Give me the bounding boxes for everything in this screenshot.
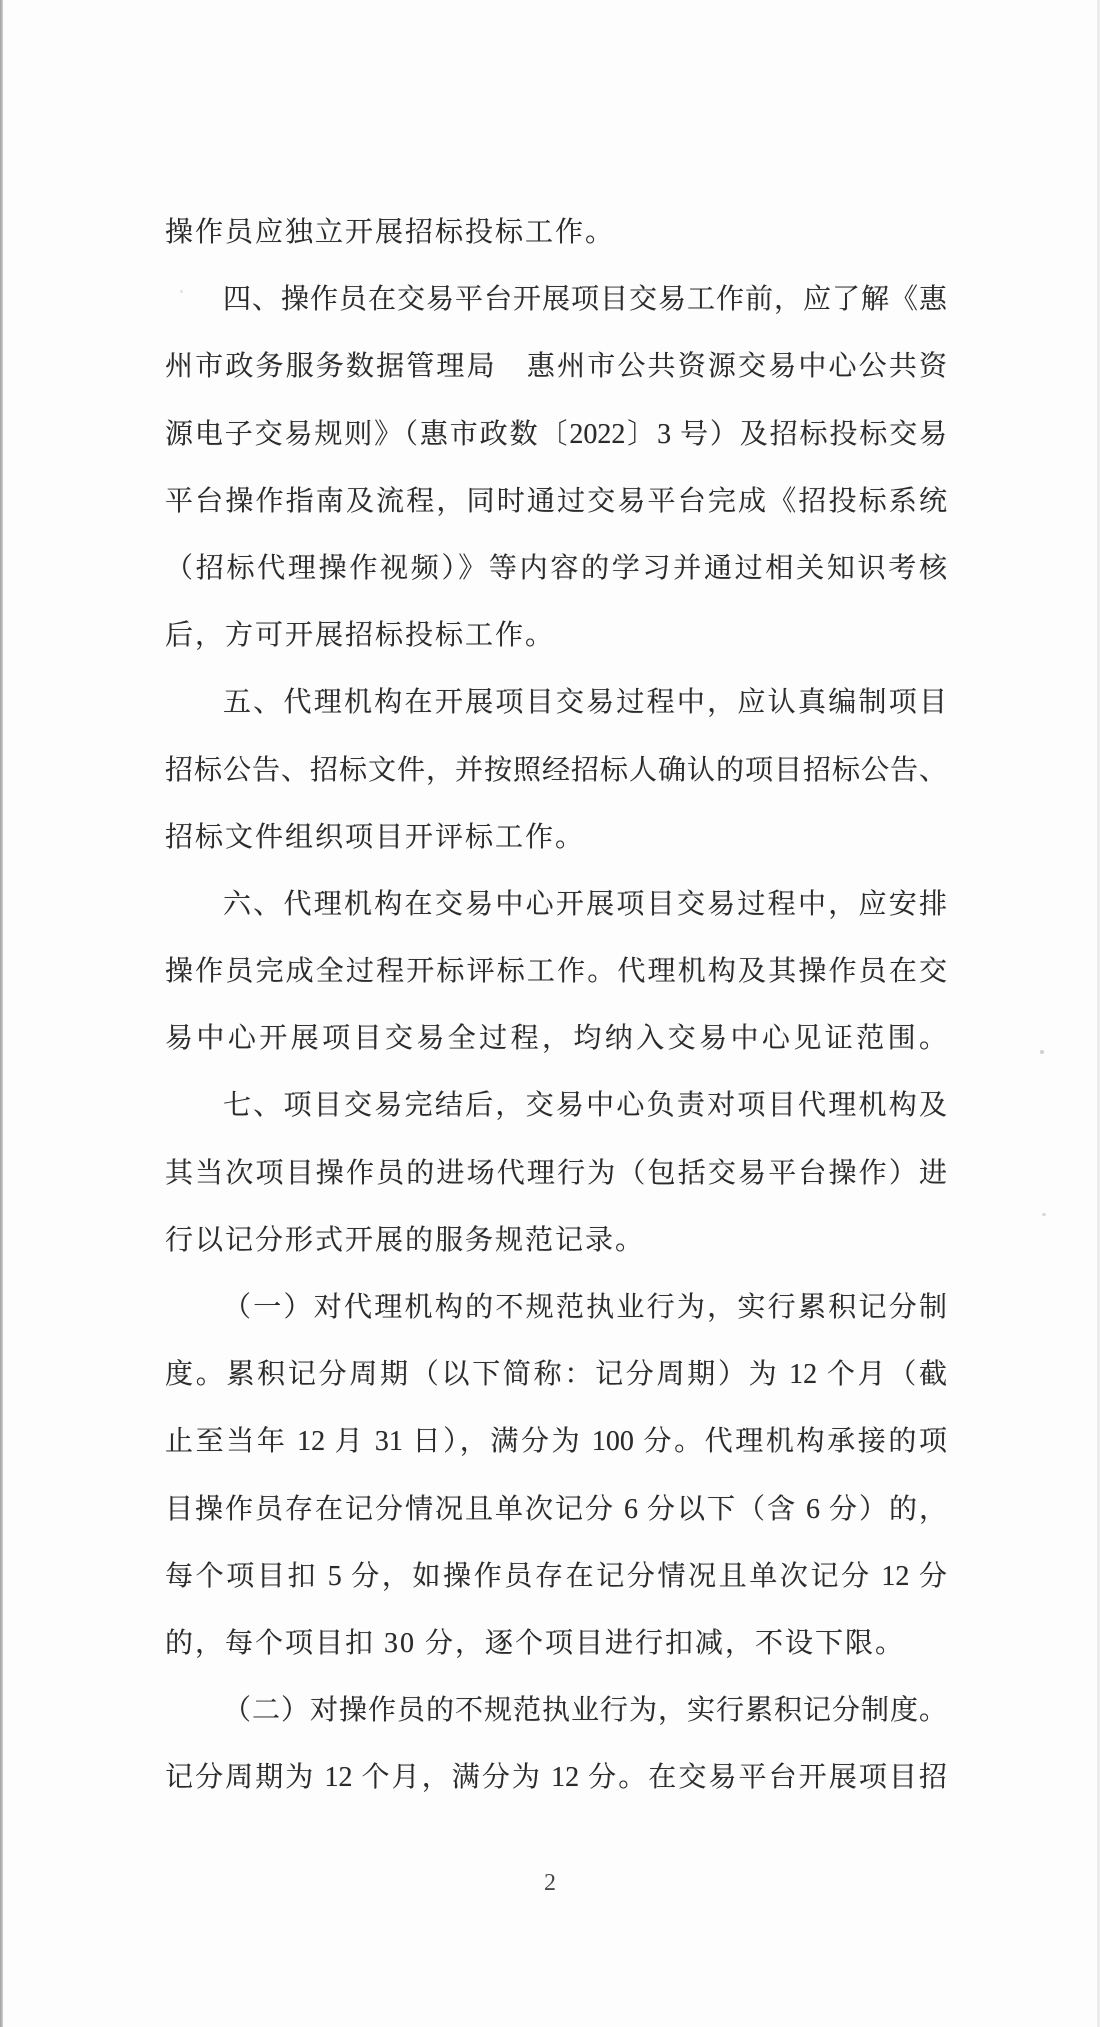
document-line: 六、代理机构在交易中心开展项目交易过程中，应安排 <box>223 888 947 920</box>
document-line: （二）对操作员的不规范执业行为，实行累积记分制度。 <box>223 1695 947 1727</box>
document-line: 七、项目交易完结后，交易中心负责对项目代理机构及 <box>223 1090 947 1122</box>
scan-edge-left <box>0 0 3 2027</box>
document-line: 招标文件组织项目开评标工作。 <box>165 821 586 853</box>
document-line: 招标公告、招标文件，并按照经招标人确认的项目招标公告、 <box>165 754 947 786</box>
document-line: 行以记分形式开展的服务规范记录。 <box>165 1224 646 1256</box>
document-line: 后，方可开展招标投标工作。 <box>165 620 556 652</box>
document-line: 源电子交易规则》（惠市政数〔2022〕3 号）及招标投标交易 <box>165 418 947 450</box>
document-line: 操作员应独立开展招标投标工作。 <box>165 217 616 248</box>
document-line: 记分周期为 12 个月，满分为 12 分。在交易平台开展项目招 <box>165 1762 947 1794</box>
document-line: 易中心开展项目交易全过程，均纳入交易中心见证范围。 <box>165 1023 947 1055</box>
document-line: 目操作员存在记分情况且单次记分 6 分以下（含 6 分）的， <box>165 1493 947 1525</box>
document-line: 操作员完成全过程开标评标工作。代理机构及其操作员在交 <box>165 956 947 988</box>
document-line: 的，每个项目扣 30 分，逐个项目进行扣减，不设下限。 <box>165 1627 906 1659</box>
document-line: 其当次项目操作员的进场代理行为（包括交易平台操作）进 <box>165 1157 947 1189</box>
scan-speck <box>1042 1213 1046 1216</box>
document-line: 州市政务服务数据管理局 惠州市公共资源交易中心公共资 <box>165 351 947 383</box>
scan-speck <box>1040 1050 1044 1054</box>
document-line: 每个项目扣 5 分，如操作员存在记分情况且单次记分 12 分 <box>165 1560 947 1592</box>
document-line: 四、操作员在交易平台开展项目交易工作前，应了解《惠 <box>223 284 947 316</box>
document-line: 止至当年 12 月 31 日），满分为 100 分。代理机构承接的项 <box>165 1426 947 1458</box>
document-line: （一）对代理机构的不规范执业行为，实行累积记分制 <box>223 1292 947 1323</box>
page-number: 2 <box>544 1870 556 1896</box>
document-line: 平台操作指南及流程，同时通过交易平台完成《招投标系统 <box>165 485 947 517</box>
document-line: 度。累积记分周期（以下简称：记分周期）为 12 个月（截 <box>165 1359 947 1391</box>
document-line: 五、代理机构在开展项目交易过程中，应认真编制项目 <box>223 687 947 719</box>
document-line: （招标代理操作视频）》等内容的学习并通过相关知识考核 <box>165 552 947 584</box>
document-body <box>165 199 947 1812</box>
